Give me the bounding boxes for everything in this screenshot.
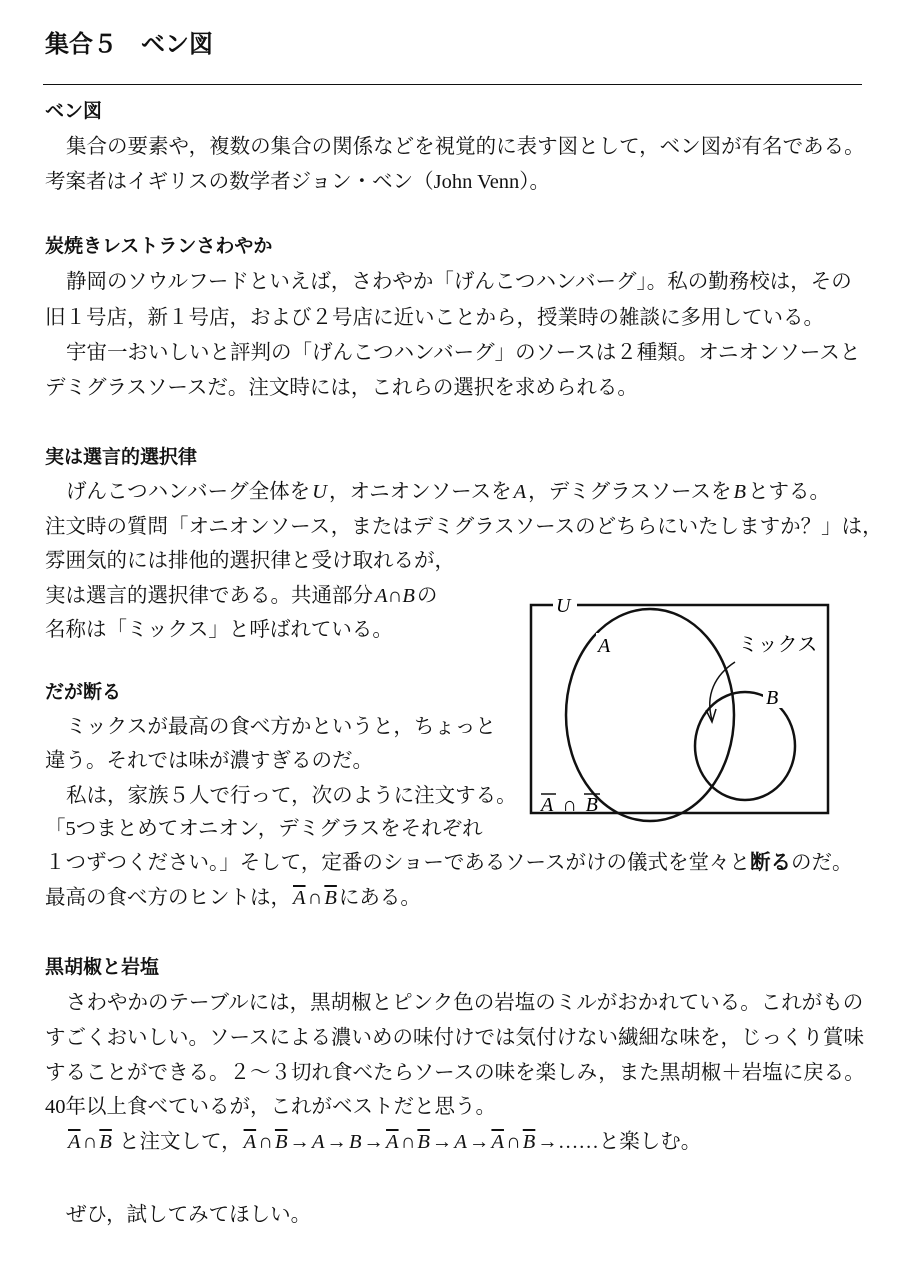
text: 違う。それでは味が濃すぎるのだ。: [45, 750, 373, 772]
math-symbol: A∩B: [375, 585, 415, 607]
text: 名称は「ミックス」と呼ばれている。: [45, 619, 393, 641]
complement-symbol: $\overline{B}$: [417, 1131, 430, 1153]
text: ∩: [258, 1131, 273, 1153]
text: ぜひ，試してみてほしい。: [66, 1204, 312, 1226]
set-a-label: A: [598, 635, 611, 657]
complement-symbol: $\overline{A}$: [243, 1131, 257, 1153]
text: ∩: [82, 1131, 98, 1153]
text: →: [431, 1131, 453, 1153]
text: →: [289, 1131, 310, 1153]
complement-symbol: $\overline{B}$: [522, 1131, 536, 1153]
text: と注文して，: [113, 1131, 242, 1153]
complement-symbol: $\overline{B}$: [324, 887, 337, 909]
text: １つずつください。」そして，定番のショーであるソースがけの儀式を堂々と: [45, 852, 750, 874]
text: 「5つまとめてオニオン，デミグラスをそれぞれ: [45, 818, 483, 840]
math-symbol: A: [513, 481, 527, 503]
text: 静岡のソウルフードといえば，さわやか「げんこつハンバーグ」。私の勤務校は，その: [66, 271, 852, 293]
text: →: [363, 1131, 385, 1153]
complement-symbol: $\overline{B}$: [99, 1131, 112, 1153]
text: ベン図: [45, 101, 103, 122]
complement-symbol: $\overline{A}$: [386, 1131, 399, 1153]
intersection-label: ミックス: [738, 634, 818, 656]
complement-b: B: [585, 794, 598, 816]
complement-label: [539, 794, 598, 816]
text: 実は選言的選択律: [45, 447, 198, 468]
math-symbol: B: [733, 481, 747, 503]
complement-symbol: $\overline{A}$: [491, 1131, 504, 1153]
page-title: 集合５ ベン図: [45, 31, 213, 58]
cap-symbol: ∩: [562, 794, 577, 816]
text: ∩: [505, 1131, 521, 1153]
text: 集合の要素や，複数の集合の関係などを視覚的に表す図として，ベン図が有名である。: [66, 136, 865, 158]
text: 旧１号店，新１号店，および２号店に近いことから，授業時の雑談に多用している。: [45, 307, 824, 329]
text: 考案者はイギリスの数学者ジョン・ベン（John Venn）。: [45, 171, 551, 193]
math-symbol: B: [349, 1131, 362, 1153]
text: ∩: [307, 887, 323, 909]
text: のだ。: [791, 852, 853, 874]
set-b-label: B: [766, 687, 779, 709]
text: 炭焼きレストランさわやか: [45, 236, 273, 257]
text: 注文時の質問「オニオンソース，またはデミグラスソースのどちらにいたしますか？」は，: [45, 516, 883, 538]
complement-a: A: [541, 794, 554, 816]
text: の: [416, 585, 438, 607]
math-symbol: A: [454, 1131, 467, 1153]
text: 私は，家族５人で行って，次のように注文する。: [66, 785, 517, 807]
text: げんこつハンバーグ全体を: [66, 481, 311, 503]
text: 雰囲気的には排他的選択律と受け取れるが，: [45, 550, 455, 572]
universe-label: U: [556, 595, 571, 617]
text: 最高の食べ方のヒントは，: [45, 887, 291, 909]
text: ，オニオンソースを: [328, 481, 512, 503]
text: →……と楽しむ。: [537, 1131, 702, 1153]
text: 宇宙一おいしいと評判の「げんこつハンバーグ」のソースは２種類。オニオンソースと: [66, 342, 861, 364]
text: ，デミグラスソースを: [528, 481, 732, 503]
text: ミックスが最高の食べ方かというと，ちょっと: [66, 716, 496, 738]
complement-symbol: $\overline{B}$: [274, 1131, 288, 1153]
text: →: [326, 1131, 347, 1153]
text: デミグラスソースだ。注文時には，これらの選択を求められる。: [45, 377, 638, 399]
text: 40年以上食べているが，これがベストだと思う。: [45, 1096, 496, 1118]
text: →: [468, 1131, 490, 1153]
text: すごくおいしい。ソースによる濃いめの味付けでは気付けない繊細な味を，じっくり賞味: [45, 1027, 864, 1049]
text: 実は選言的選択律である。共通部分: [45, 585, 373, 607]
math-symbol: U: [312, 481, 327, 503]
text: だが断る: [45, 682, 122, 703]
complement-symbol: $\overline{A}$: [68, 1131, 81, 1153]
complement-symbol: $\overline{A}$: [293, 887, 306, 909]
bold-text: 断る: [750, 851, 791, 874]
text: ∩: [400, 1131, 416, 1153]
text: 黒胡椒と岩塩: [45, 957, 160, 978]
math-symbol: A: [311, 1131, 325, 1153]
text: にある。: [338, 887, 421, 909]
text: とする。: [748, 481, 831, 503]
text: することができる。２〜３切れ食べたらソースの味を楽しみ，また黒胡椒＋岩塩に戻る。: [45, 1062, 865, 1084]
text: さわやかのテーブルには，黒胡椒とピンク色の岩塩のミルがおかれている。これがもの: [66, 992, 864, 1014]
